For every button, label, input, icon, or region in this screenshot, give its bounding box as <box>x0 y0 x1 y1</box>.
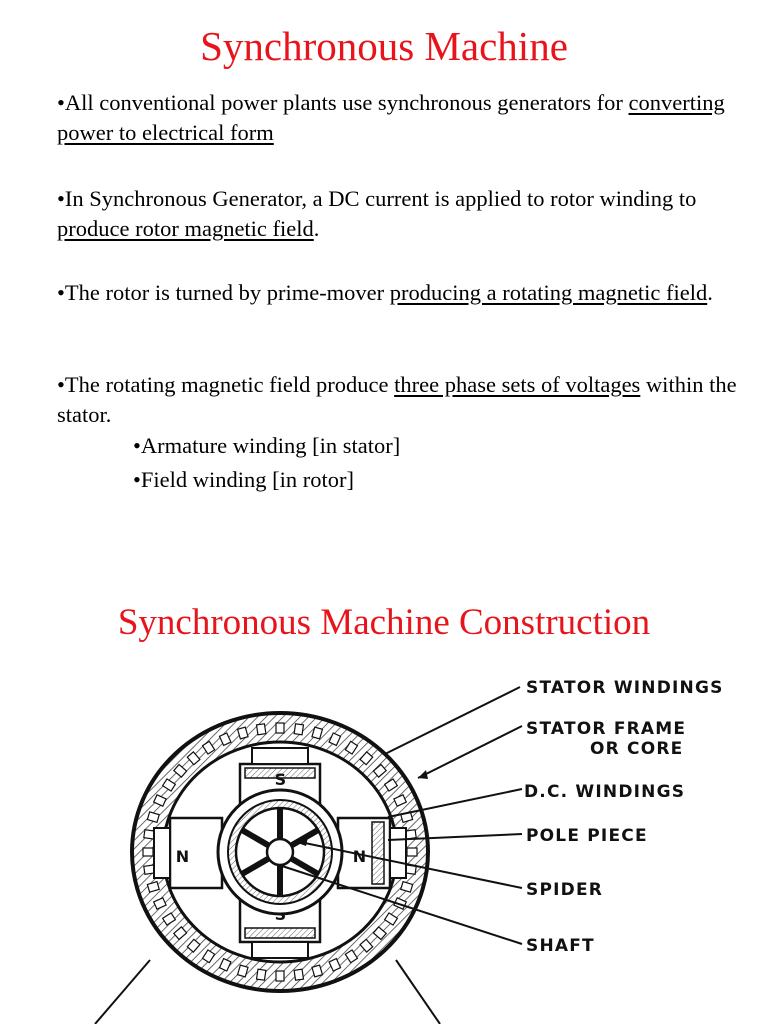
bullet-prime-mover: •The rotor is turned by prime-mover producing a rotating magnetic field. <box>57 280 713 305</box>
bullet-power-plants: •All conventional power plants use synchronous generators for converting power to electrical form <box>57 90 725 145</box>
label-pole-piece: POLE PIECE <box>526 826 648 846</box>
label-spider: SPIDER <box>526 880 604 900</box>
label-shaft: SHAFT <box>526 936 595 956</box>
stator-slot <box>294 969 303 980</box>
pole-label: S <box>274 770 288 789</box>
pole-left <box>154 818 222 888</box>
underlined-phrase: produce rotor magnetic field <box>57 216 314 241</box>
label-stator-windings: STATOR WINDINGS <box>526 678 724 698</box>
bullet-dc-current: •In Synchronous Generator, a DC current is applied to rotor winding to produce rotor magnetic field. <box>57 186 697 241</box>
subbullet-field: •Field winding [in rotor] <box>133 467 354 492</box>
slide-title: Synchronous Machine <box>200 23 568 69</box>
subbullet-armature: •Armature winding [in stator] <box>133 433 401 458</box>
stator-slot <box>257 969 266 980</box>
pole-label: N <box>352 847 368 866</box>
underlined-phrase: producing a rotating magnetic field <box>389 280 708 305</box>
label-stator-frame: STATOR FRAME <box>526 719 687 739</box>
underlined-phrase: converting power to electrical form <box>57 90 725 145</box>
rotor-spider <box>218 790 342 914</box>
section-title: Synchronous Machine Construction <box>117 602 651 643</box>
stator-slot <box>276 971 284 981</box>
pole-label: N <box>175 847 191 866</box>
label-or-core: OR CORE <box>590 739 684 759</box>
bullet-three-phase: •The rotating magnetic field produce three phase sets of voltages within the stator. <box>57 372 737 427</box>
stator-slot <box>294 724 303 735</box>
stator-slot <box>276 723 284 733</box>
underlined-phrase: three phase sets of voltages <box>394 372 641 397</box>
stator-slot <box>143 848 153 856</box>
stator-slot <box>407 848 417 856</box>
stator-slot <box>257 724 266 735</box>
machine-diagram <box>0 660 768 1024</box>
label-dc-windings: D.C. WINDINGS <box>524 782 686 802</box>
